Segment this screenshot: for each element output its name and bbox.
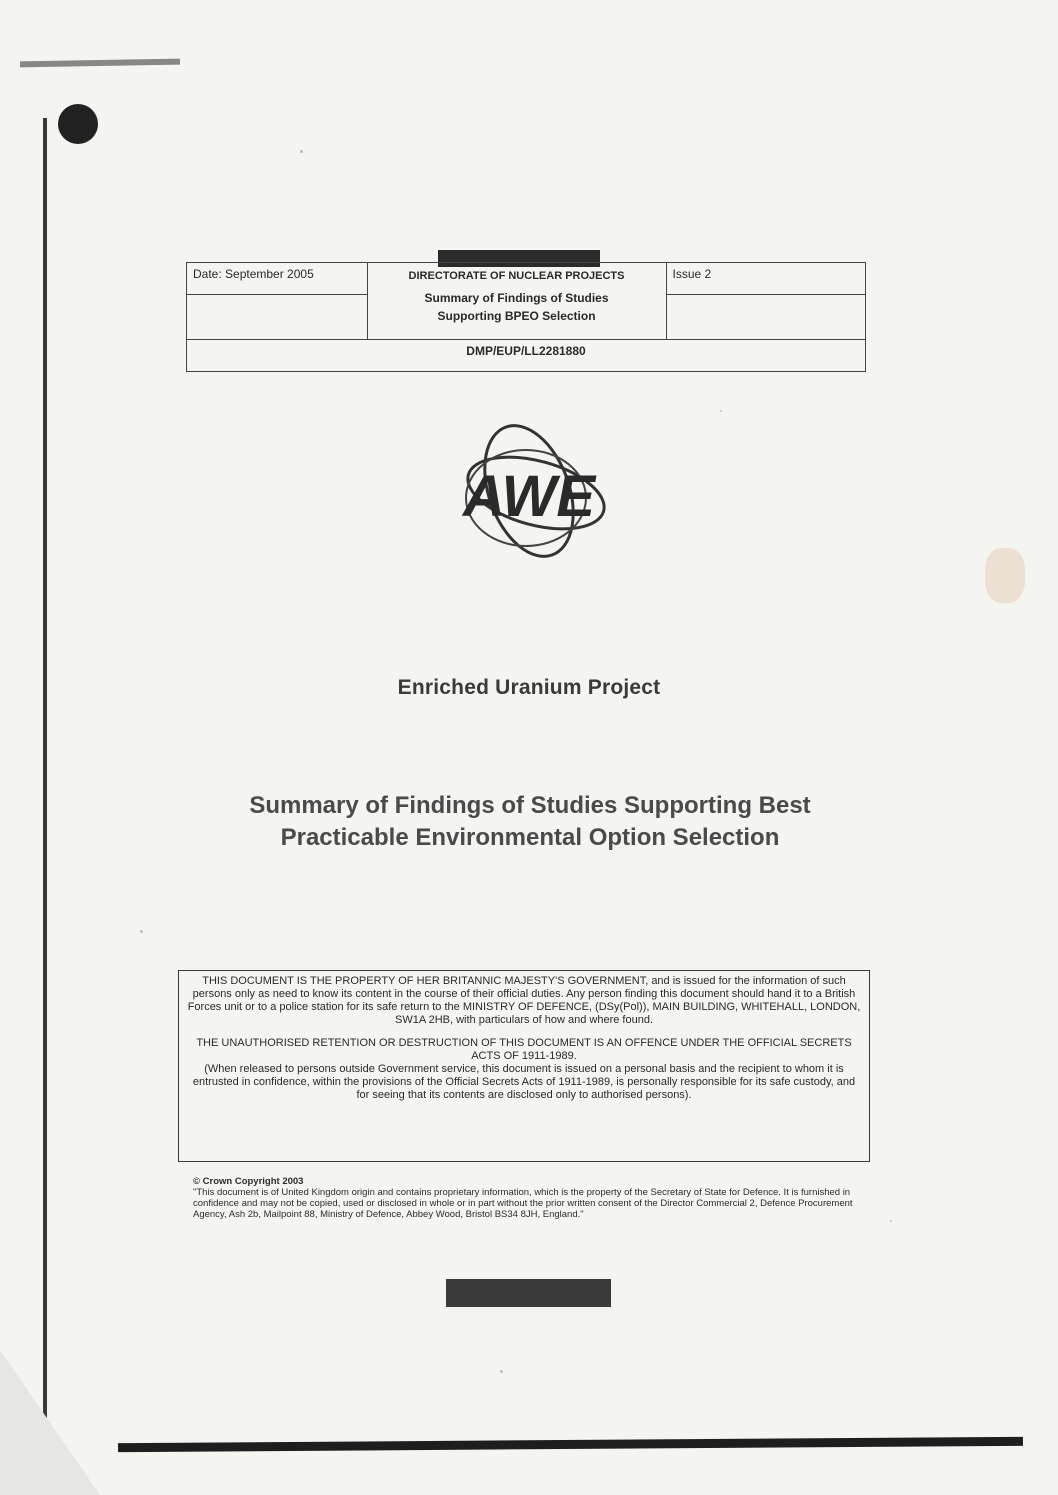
header-empty-left xyxy=(187,294,368,340)
header-date-cell xyxy=(187,263,368,295)
document-date: Date: September 2005 xyxy=(193,267,314,281)
logo-text: AWE xyxy=(462,464,596,529)
corner-fold xyxy=(0,1350,100,1495)
speck xyxy=(720,410,722,412)
programme-name: DIRECTORATE OF NUCLEAR PROJECTS xyxy=(408,270,625,282)
speck xyxy=(500,1370,503,1373)
header-subtitle: Summary of Findings of Studies Supporting BPEO Selection xyxy=(424,291,609,323)
speck xyxy=(300,150,303,153)
scan-edge-left xyxy=(43,118,47,1478)
issue-number: Issue 2 xyxy=(672,267,712,281)
awe-logo xyxy=(426,418,632,564)
scan-edge-top xyxy=(20,59,180,68)
document-title-line-1: Summary of Findings of Studies Supporting Best xyxy=(249,792,811,819)
scan-edge-bottom xyxy=(118,1437,1023,1452)
stain-mark xyxy=(985,548,1025,603)
punch-hole xyxy=(58,104,98,144)
copyright-body: "This document is of United Kingdom origin and contains proprietary information, which is the property of the Secretary of State for Defence. It is furnished in confidence and may not be copied, used or disclosed in whole or in part without the prior written consent of the Director Commercial 2, Defence Procurement Agency, Ash 2b, Mailpoint 88, Ministry of Defence, Abbey Wood, Bristol BS34 8JH, England." xyxy=(193,1187,853,1220)
header-empty-right xyxy=(666,294,866,340)
document-reference: DMP/EUP/LL2281880 xyxy=(466,344,586,359)
copyright-heading: © Crown Copyright 2003 xyxy=(193,1176,304,1187)
project-title: Enriched Uranium Project xyxy=(397,676,661,699)
speck xyxy=(140,930,143,933)
document-title-line-2: Practicable Environmental Option Selection xyxy=(280,824,780,851)
document-header-table xyxy=(186,262,866,372)
security-notice xyxy=(178,970,870,1162)
redaction-bar xyxy=(446,1279,611,1307)
header-reference-cell xyxy=(187,340,866,372)
speck xyxy=(890,1220,892,1222)
document-title xyxy=(150,790,910,854)
notice-release-paragraph: (When released to persons outside Government service, this document is issued on a personal basis and the recipient to whom it is entrusted in confidence, within the provisions of the Official Secrets Acts of 1911-1989, is personally responsible for its safe custody, and for seeing that its contents are disclosed only to authorised persons). xyxy=(192,1063,856,1101)
copyright-notice xyxy=(193,1176,853,1220)
notice-offence-paragraph: THE UNAUTHORISED RETENTION OR DESTRUCTION OF THIS DOCUMENT IS AN OFFENCE UNDER THE OFFICIAL SECRETS ACTS OF 1911-1989. xyxy=(196,1037,852,1062)
header-title-cell xyxy=(367,263,666,340)
notice-property-paragraph: THIS DOCUMENT IS THE PROPERTY OF HER BRITANNIC MAJESTY'S GOVERNMENT, and is issued for the information of such persons only as need to know its content in the course of their official duties. Any person finding this document should hand it to a British Forces unit or to a police station for its safe return to the MINISTRY OF DEFENCE, (DSy(Pol)), MAIN BUILDING, WHITEHALL, LONDON, SW1A 2HB, with particulars of how and where found. xyxy=(187,975,861,1026)
header-issue-cell xyxy=(666,263,866,295)
